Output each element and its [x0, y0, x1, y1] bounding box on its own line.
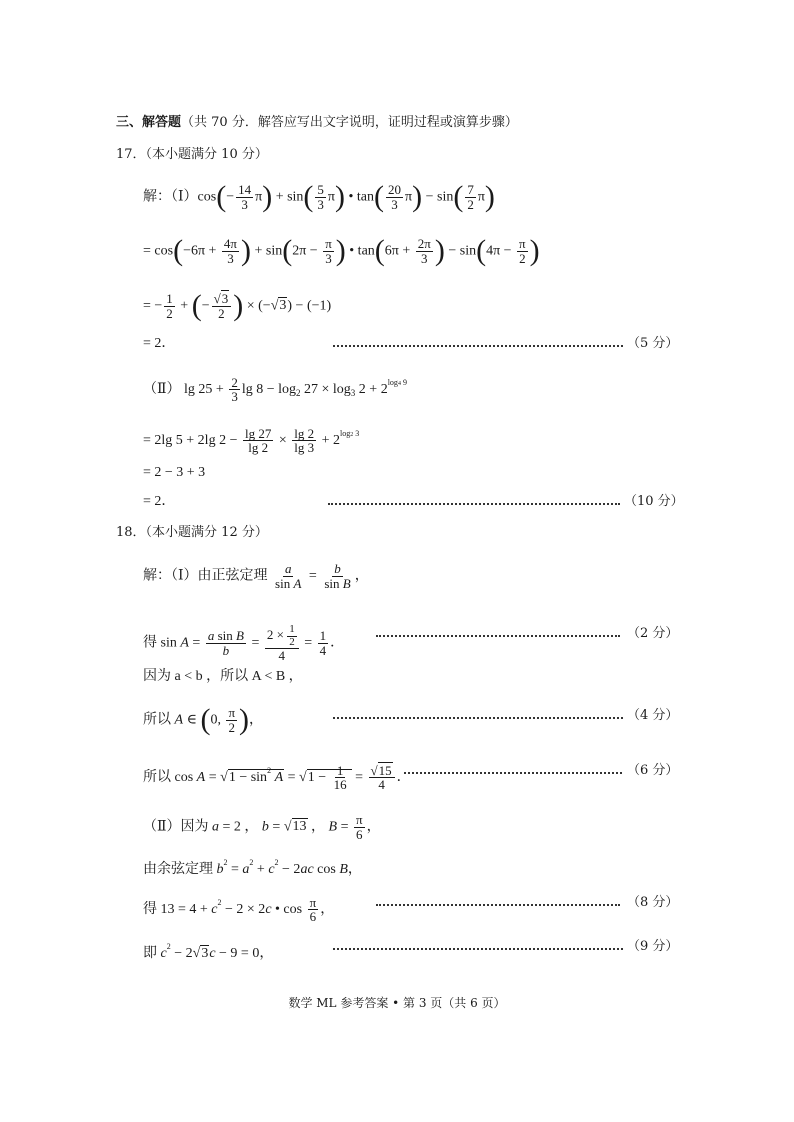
q18-score8: （8 分）: [627, 895, 679, 910]
section-header: [116, 113, 518, 133]
q17-result3: = 2．: [143, 494, 176, 509]
score-leader-dots: [333, 341, 623, 347]
q17-expr-line6: = 2lg 5 + 2lg 2 − $\frac{\lg 27}{\lg 2}$ × $\frac{\lg 2}{\lg 3}$ + $2^{log2 3}$: [143, 425, 360, 456]
q18-line5: 所以 $\cos A = √1 - \sin^2 A = √1$ − $\frac{1}{16}$ = $\frac{√15}{4}$ ．: [143, 762, 411, 793]
q18-score4: （4 分）: [627, 708, 679, 723]
q18-line6: （Ⅱ）因为 a = 2 ， b = √13 ， B = $\frac{\pi}{6}$ ，: [143, 812, 381, 842]
section-note: （共 70 分．解答应写出文字说明，证明过程或演算步骤）: [181, 115, 518, 130]
score-leader-dots: [376, 900, 620, 906]
q17-expr-line5: （Ⅱ） lg 25 + $\frac{2}{3}$ $\lg 8 - \log_2 27 \times \log_3 2 + 2^{log4 9}$: [143, 374, 407, 405]
text: （Ⅱ）因为: [143, 819, 209, 835]
q17-result2: = 2 − 3 + 3: [143, 465, 206, 480]
q17-score5: （5 分）: [627, 336, 679, 351]
text: 所以: [143, 712, 171, 728]
q18-line8: 得 $13 = 4 + c^2 - 2 \times 2c$ • cos $\frac{\pi}{6}$ ，: [143, 894, 335, 925]
text: 解：（Ⅰ）由正弦定理: [143, 568, 268, 584]
q18-line1: 解：（Ⅰ）由正弦定理 $\frac{a}{\text{sin A}}$ = $\frac{b}{\text{sin B}}$ ，: [143, 561, 369, 591]
q17-result1: = 2．: [143, 336, 176, 351]
score-leader-dots: [333, 944, 623, 950]
score-leader-dots: [404, 768, 622, 774]
text: 得: [143, 902, 157, 917]
text: 得: [143, 635, 157, 651]
q18-line2: 得 sin A = $\frac{\text{a sin B}}{b}$ = 2 × $\frac{1}{2}$ 4 = $\frac{1}{4}$ ．: [143, 623, 345, 664]
q18-header: 18．（本小题满分 12 分）: [116, 525, 268, 540]
q17-expr-line3: = − $\frac{1}{2}$ + (− $\frac{√3}{2}$ ) × (−√3) − (−1): [143, 289, 332, 323]
q18-score9: （9 分）: [627, 939, 679, 954]
q17-expr-line1: 解：（Ⅰ）cos(− $\frac{14}{3}$ π) + sin( $\frac{5}{3}$ π) • tan( $\frac{20}{3}$ π) − sin( $\frac{7}{2}$ π): [143, 180, 495, 214]
score-leader-dots: [328, 499, 620, 505]
score-leader-dots: [376, 631, 620, 637]
text: 即: [143, 946, 157, 961]
text: 由余弦定理: [143, 862, 213, 877]
q17-header: 17．（本小题满分 10 分）: [116, 147, 268, 162]
q18-line7: 由余弦定理 $b^2 = a^2 + c^2 - 2ac$ cos B，: [143, 858, 362, 877]
q18-line4: 所以 A ∈ (0, $\frac{\pi}{2}$ )，: [143, 703, 264, 737]
q18-line3: 因为 a < b ，所以 A < B ，: [143, 669, 303, 684]
q18-score6: （6 分）: [627, 763, 679, 778]
q18-line9: 即 $c^2 - 2√3c - 9 = 0$，: [143, 942, 274, 961]
score-leader-dots: [333, 713, 623, 719]
section-title: 三、解答题: [116, 115, 182, 130]
part-label: 解：（Ⅰ）: [143, 189, 198, 205]
q17-expr-line2: = cos(−6π + $\frac{4\pi}{3}$ ) + sin(2π − $\frac{\pi}{3}$ ) • tan(6π + $\frac{2\pi}{3}$ ) − sin(4π − $\frac{\pi}{2}$ ): [143, 234, 540, 268]
text: 所以: [143, 770, 171, 785]
q17-score10: （10 分）: [624, 494, 684, 509]
page-footer: 数学 ML 参考答案 • 第 3 页（共 6 页）: [288, 996, 506, 1010]
part-label: （Ⅱ）: [143, 382, 181, 397]
q18-score2: （2 分）: [627, 626, 679, 641]
